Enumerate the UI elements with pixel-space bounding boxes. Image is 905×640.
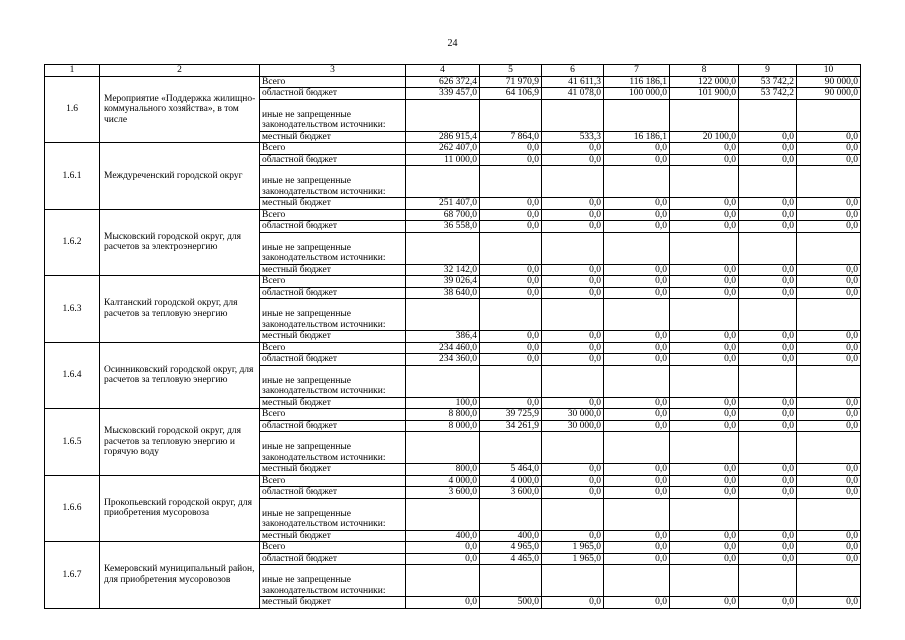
funding-source: иные не запрещенные законодательством источники: bbox=[260, 498, 406, 530]
amount-cell: 41 611,3 bbox=[542, 76, 604, 88]
amount-cell: 0,0 bbox=[739, 397, 797, 409]
empty-cell bbox=[604, 365, 670, 397]
funding-source: Всего bbox=[260, 409, 406, 421]
amount-cell: 16 186,1 bbox=[604, 131, 670, 143]
empty-cell bbox=[480, 299, 542, 331]
empty-cell bbox=[797, 432, 861, 464]
item-code: 1.6.5 bbox=[45, 409, 100, 476]
column-header: 8 bbox=[670, 65, 739, 77]
amount-cell: 0,0 bbox=[542, 221, 604, 233]
amount-cell: 71 970,9 bbox=[480, 76, 542, 88]
amount-cell: 0,0 bbox=[542, 331, 604, 343]
funding-source: Всего bbox=[260, 475, 406, 487]
amount-cell: 0,0 bbox=[604, 420, 670, 432]
amount-cell: 0,0 bbox=[739, 354, 797, 366]
funding-source: местный бюджет bbox=[260, 530, 406, 542]
funding-source: местный бюджет bbox=[260, 397, 406, 409]
funding-source: областной бюджет bbox=[260, 553, 406, 565]
funding-source: иные не запрещенные законодательством источники: bbox=[260, 166, 406, 198]
amount-cell: 800,0 bbox=[406, 464, 480, 476]
empty-cell bbox=[480, 365, 542, 397]
amount-cell: 0,0 bbox=[480, 198, 542, 210]
amount-cell: 251 407,0 bbox=[406, 198, 480, 210]
amount-cell: 0,0 bbox=[604, 331, 670, 343]
amount-cell: 0,0 bbox=[739, 198, 797, 210]
amount-cell: 36 558,0 bbox=[406, 221, 480, 233]
amount-cell: 0,0 bbox=[739, 530, 797, 542]
amount-cell: 53 742,2 bbox=[739, 88, 797, 100]
funding-source: местный бюджет bbox=[260, 464, 406, 476]
empty-cell bbox=[670, 232, 739, 264]
amount-cell: 0,0 bbox=[604, 198, 670, 210]
amount-cell: 0,0 bbox=[670, 597, 739, 609]
amount-cell: 0,0 bbox=[542, 354, 604, 366]
funding-source: областной бюджет bbox=[260, 287, 406, 299]
amount-cell: 0,0 bbox=[797, 487, 861, 499]
item-name: Мысковский городской округ, для расчетов за электроэнергию bbox=[100, 209, 260, 276]
column-header: 9 bbox=[739, 65, 797, 77]
empty-cell bbox=[604, 432, 670, 464]
funding-source: иные не запрещенные законодательством источники: bbox=[260, 365, 406, 397]
amount-cell: 500,0 bbox=[480, 597, 542, 609]
amount-cell: 116 186,1 bbox=[604, 76, 670, 88]
amount-cell: 0,0 bbox=[542, 597, 604, 609]
amount-cell: 0,0 bbox=[739, 487, 797, 499]
amount-cell: 0,0 bbox=[670, 331, 739, 343]
amount-cell: 0,0 bbox=[604, 464, 670, 476]
amount-cell: 626 372,4 bbox=[406, 76, 480, 88]
amount-cell: 0,0 bbox=[797, 209, 861, 221]
funding-source: Всего bbox=[260, 542, 406, 554]
amount-cell: 1 965,0 bbox=[542, 542, 604, 554]
amount-cell: 0,0 bbox=[797, 420, 861, 432]
empty-cell bbox=[739, 99, 797, 131]
empty-cell bbox=[604, 565, 670, 597]
funding-source: иные не запрещенные законодательством источники: bbox=[260, 565, 406, 597]
amount-cell: 339 457,0 bbox=[406, 88, 480, 100]
amount-cell: 64 106,9 bbox=[480, 88, 542, 100]
amount-cell: 0,0 bbox=[797, 354, 861, 366]
funding-source: местный бюджет bbox=[260, 331, 406, 343]
amount-cell: 20 100,0 bbox=[670, 131, 739, 143]
amount-cell: 0,0 bbox=[739, 143, 797, 155]
item-code: 1.6 bbox=[45, 76, 100, 143]
amount-cell: 0,0 bbox=[739, 597, 797, 609]
funding-source: иные не запрещенные законодательством источники: bbox=[260, 432, 406, 464]
amount-cell: 101 900,0 bbox=[670, 88, 739, 100]
column-header: 6 bbox=[542, 65, 604, 77]
amount-cell: 0,0 bbox=[797, 597, 861, 609]
table-row bbox=[45, 342, 861, 354]
amount-cell: 0,0 bbox=[739, 409, 797, 421]
amount-cell: 0,0 bbox=[670, 276, 739, 288]
amount-cell: 0,0 bbox=[480, 397, 542, 409]
amount-cell: 400,0 bbox=[480, 530, 542, 542]
empty-cell bbox=[604, 498, 670, 530]
amount-cell: 30 000,0 bbox=[542, 409, 604, 421]
amount-cell: 0,0 bbox=[797, 542, 861, 554]
amount-cell: 0,0 bbox=[670, 530, 739, 542]
empty-cell bbox=[406, 232, 480, 264]
empty-cell bbox=[797, 565, 861, 597]
amount-cell: 0,0 bbox=[542, 143, 604, 155]
amount-cell: 0,0 bbox=[406, 553, 480, 565]
amount-cell: 39 026,4 bbox=[406, 276, 480, 288]
amount-cell: 0,0 bbox=[797, 131, 861, 143]
amount-cell: 3 600,0 bbox=[406, 487, 480, 499]
table-row bbox=[45, 143, 861, 155]
amount-cell: 4 465,0 bbox=[480, 553, 542, 565]
empty-cell bbox=[670, 432, 739, 464]
amount-cell: 0,0 bbox=[797, 342, 861, 354]
amount-cell: 0,0 bbox=[542, 264, 604, 276]
empty-cell bbox=[542, 365, 604, 397]
empty-cell bbox=[480, 498, 542, 530]
amount-cell: 0,0 bbox=[604, 542, 670, 554]
amount-cell: 4 000,0 bbox=[480, 475, 542, 487]
amount-cell: 0,0 bbox=[604, 276, 670, 288]
amount-cell: 0,0 bbox=[480, 221, 542, 233]
empty-cell bbox=[670, 365, 739, 397]
amount-cell: 0,0 bbox=[670, 420, 739, 432]
amount-cell: 4 965,0 bbox=[480, 542, 542, 554]
item-code: 1.6.7 bbox=[45, 542, 100, 609]
table-row bbox=[45, 76, 861, 88]
empty-cell bbox=[406, 365, 480, 397]
empty-cell bbox=[480, 232, 542, 264]
amount-cell: 0,0 bbox=[739, 154, 797, 166]
empty-cell bbox=[797, 99, 861, 131]
item-code: 1.6.6 bbox=[45, 475, 100, 542]
empty-cell bbox=[604, 232, 670, 264]
amount-cell: 0,0 bbox=[480, 154, 542, 166]
amount-cell: 0,0 bbox=[604, 221, 670, 233]
amount-cell: 90 000,0 bbox=[797, 76, 861, 88]
amount-cell: 0,0 bbox=[739, 287, 797, 299]
amount-cell: 53 742,2 bbox=[739, 76, 797, 88]
amount-cell: 0,0 bbox=[797, 264, 861, 276]
funding-source: местный бюджет bbox=[260, 597, 406, 609]
empty-cell bbox=[670, 99, 739, 131]
amount-cell: 0,0 bbox=[797, 331, 861, 343]
amount-cell: 0,0 bbox=[604, 287, 670, 299]
amount-cell: 0,0 bbox=[604, 530, 670, 542]
empty-cell bbox=[670, 565, 739, 597]
amount-cell: 0,0 bbox=[604, 409, 670, 421]
amount-cell: 0,0 bbox=[797, 464, 861, 476]
funding-source: Всего bbox=[260, 342, 406, 354]
funding-source: областной бюджет bbox=[260, 88, 406, 100]
amount-cell: 0,0 bbox=[739, 420, 797, 432]
amount-cell: 0,0 bbox=[604, 209, 670, 221]
amount-cell: 0,0 bbox=[797, 287, 861, 299]
funding-source: Всего bbox=[260, 143, 406, 155]
amount-cell: 0,0 bbox=[480, 264, 542, 276]
amount-cell: 32 142,0 bbox=[406, 264, 480, 276]
empty-cell bbox=[406, 432, 480, 464]
item-name: Мысковский городской округ, для расчетов за тепловую энергию и горячую воду bbox=[100, 409, 260, 476]
amount-cell: 234 360,0 bbox=[406, 354, 480, 366]
empty-cell bbox=[797, 232, 861, 264]
empty-cell bbox=[480, 432, 542, 464]
amount-cell: 0,0 bbox=[406, 542, 480, 554]
amount-cell: 0,0 bbox=[670, 342, 739, 354]
amount-cell: 0,0 bbox=[739, 331, 797, 343]
empty-cell bbox=[670, 166, 739, 198]
amount-cell: 0,0 bbox=[797, 409, 861, 421]
column-header: 10 bbox=[797, 65, 861, 77]
amount-cell: 0,0 bbox=[480, 276, 542, 288]
table-body bbox=[45, 65, 861, 609]
amount-cell: 30 000,0 bbox=[542, 420, 604, 432]
amount-cell: 0,0 bbox=[542, 209, 604, 221]
empty-cell bbox=[797, 365, 861, 397]
amount-cell: 0,0 bbox=[604, 354, 670, 366]
amount-cell: 90 000,0 bbox=[797, 88, 861, 100]
amount-cell: 0,0 bbox=[670, 409, 739, 421]
amount-cell: 0,0 bbox=[739, 553, 797, 565]
amount-cell: 0,0 bbox=[670, 487, 739, 499]
amount-cell: 0,0 bbox=[604, 487, 670, 499]
amount-cell: 0,0 bbox=[542, 342, 604, 354]
amount-cell: 0,0 bbox=[670, 143, 739, 155]
amount-cell: 0,0 bbox=[480, 342, 542, 354]
empty-cell bbox=[739, 166, 797, 198]
amount-cell: 0,0 bbox=[670, 198, 739, 210]
amount-cell: 0,0 bbox=[604, 342, 670, 354]
empty-cell bbox=[739, 299, 797, 331]
amount-cell: 0,0 bbox=[542, 397, 604, 409]
funding-source: местный бюджет bbox=[260, 131, 406, 143]
column-header: 3 bbox=[260, 65, 406, 77]
empty-cell bbox=[406, 99, 480, 131]
amount-cell: 0,0 bbox=[670, 287, 739, 299]
amount-cell: 0,0 bbox=[670, 542, 739, 554]
amount-cell: 0,0 bbox=[797, 530, 861, 542]
amount-cell: 3 600,0 bbox=[480, 487, 542, 499]
amount-cell: 0,0 bbox=[739, 209, 797, 221]
amount-cell: 0,0 bbox=[739, 475, 797, 487]
item-name: Мероприятие «Поддержка жилищно-коммунального хозяйства», в том числе bbox=[100, 76, 260, 143]
empty-cell bbox=[480, 99, 542, 131]
amount-cell: 0,0 bbox=[797, 198, 861, 210]
empty-cell bbox=[604, 166, 670, 198]
funding-source: областной бюджет bbox=[260, 221, 406, 233]
amount-cell: 38 640,0 bbox=[406, 287, 480, 299]
amount-cell: 5 464,0 bbox=[480, 464, 542, 476]
column-header: 7 bbox=[604, 65, 670, 77]
amount-cell: 7 864,0 bbox=[480, 131, 542, 143]
amount-cell: 41 078,0 bbox=[542, 88, 604, 100]
amount-cell: 100 000,0 bbox=[604, 88, 670, 100]
amount-cell: 8 800,0 bbox=[406, 409, 480, 421]
empty-cell bbox=[739, 432, 797, 464]
amount-cell: 0,0 bbox=[797, 276, 861, 288]
item-name: Прокопьевский городской округ, для приобретения мусоровоза bbox=[100, 475, 260, 542]
table-row bbox=[45, 209, 861, 221]
amount-cell: 0,0 bbox=[542, 487, 604, 499]
amount-cell: 0,0 bbox=[670, 475, 739, 487]
amount-cell: 0,0 bbox=[739, 264, 797, 276]
amount-cell: 0,0 bbox=[542, 287, 604, 299]
empty-cell bbox=[739, 498, 797, 530]
empty-cell bbox=[797, 299, 861, 331]
empty-cell bbox=[542, 99, 604, 131]
empty-cell bbox=[739, 365, 797, 397]
empty-cell bbox=[542, 166, 604, 198]
amount-cell: 286 915,4 bbox=[406, 131, 480, 143]
amount-cell: 0,0 bbox=[670, 209, 739, 221]
amount-cell: 0,0 bbox=[797, 154, 861, 166]
amount-cell: 0,0 bbox=[604, 143, 670, 155]
item-name: Осинниковский городской округ, для расчетов за тепловую энергию bbox=[100, 342, 260, 409]
amount-cell: 0,0 bbox=[670, 464, 739, 476]
amount-cell: 0,0 bbox=[542, 276, 604, 288]
amount-cell: 0,0 bbox=[480, 354, 542, 366]
amount-cell: 0,0 bbox=[797, 397, 861, 409]
table-row bbox=[45, 542, 861, 554]
amount-cell: 262 407,0 bbox=[406, 143, 480, 155]
amount-cell: 122 000,0 bbox=[670, 76, 739, 88]
empty-cell bbox=[480, 166, 542, 198]
column-header: 4 bbox=[406, 65, 480, 77]
amount-cell: 0,0 bbox=[670, 553, 739, 565]
amount-cell: 0,0 bbox=[604, 597, 670, 609]
amount-cell: 0,0 bbox=[797, 553, 861, 565]
empty-cell bbox=[542, 232, 604, 264]
table-row bbox=[45, 276, 861, 288]
amount-cell: 0,0 bbox=[670, 354, 739, 366]
empty-cell bbox=[542, 565, 604, 597]
amount-cell: 39 725,9 bbox=[480, 409, 542, 421]
amount-cell: 0,0 bbox=[406, 597, 480, 609]
empty-cell bbox=[480, 565, 542, 597]
amount-cell: 0,0 bbox=[604, 154, 670, 166]
amount-cell: 0,0 bbox=[480, 209, 542, 221]
funding-source: Всего bbox=[260, 209, 406, 221]
empty-cell bbox=[542, 432, 604, 464]
amount-cell: 0,0 bbox=[670, 397, 739, 409]
amount-cell: 0,0 bbox=[739, 464, 797, 476]
empty-cell bbox=[406, 166, 480, 198]
column-header: 1 bbox=[45, 65, 100, 77]
budget-table bbox=[44, 64, 861, 609]
amount-cell: 0,0 bbox=[739, 342, 797, 354]
amount-cell: 0,0 bbox=[670, 221, 739, 233]
funding-source: иные не запрещенные законодательством источники: bbox=[260, 99, 406, 131]
amount-cell: 4 000,0 bbox=[406, 475, 480, 487]
amount-cell: 0,0 bbox=[480, 331, 542, 343]
empty-cell bbox=[542, 299, 604, 331]
funding-source: иные не запрещенные законодательством источники: bbox=[260, 232, 406, 264]
funding-source: Всего bbox=[260, 276, 406, 288]
amount-cell: 0,0 bbox=[542, 530, 604, 542]
amount-cell: 34 261,9 bbox=[480, 420, 542, 432]
amount-cell: 400,0 bbox=[406, 530, 480, 542]
amount-cell: 0,0 bbox=[797, 221, 861, 233]
amount-cell: 8 000,0 bbox=[406, 420, 480, 432]
funding-source: областной бюджет bbox=[260, 487, 406, 499]
empty-cell bbox=[739, 232, 797, 264]
funding-source: областной бюджет bbox=[260, 154, 406, 166]
empty-cell bbox=[406, 299, 480, 331]
funding-source: местный бюджет bbox=[260, 264, 406, 276]
item-name: Междуреченский городской округ bbox=[100, 143, 260, 210]
item-code: 1.6.3 bbox=[45, 276, 100, 343]
amount-cell: 0,0 bbox=[670, 154, 739, 166]
amount-cell: 0,0 bbox=[480, 143, 542, 155]
amount-cell: 0,0 bbox=[739, 542, 797, 554]
amount-cell: 0,0 bbox=[604, 397, 670, 409]
amount-cell: 0,0 bbox=[542, 198, 604, 210]
amount-cell: 0,0 bbox=[480, 287, 542, 299]
amount-cell: 533,3 bbox=[542, 131, 604, 143]
amount-cell: 0,0 bbox=[542, 154, 604, 166]
funding-source: Всего bbox=[260, 76, 406, 88]
empty-cell bbox=[604, 99, 670, 131]
header-row bbox=[45, 65, 861, 77]
empty-cell bbox=[406, 498, 480, 530]
page-number: 24 bbox=[447, 38, 458, 49]
empty-cell bbox=[604, 299, 670, 331]
amount-cell: 0,0 bbox=[739, 276, 797, 288]
empty-cell bbox=[739, 565, 797, 597]
funding-source: областной бюджет bbox=[260, 420, 406, 432]
column-header: 5 bbox=[480, 65, 542, 77]
empty-cell bbox=[797, 498, 861, 530]
amount-cell: 0,0 bbox=[604, 553, 670, 565]
amount-cell: 234 460,0 bbox=[406, 342, 480, 354]
funding-source: областной бюджет bbox=[260, 354, 406, 366]
amount-cell: 100,0 bbox=[406, 397, 480, 409]
amount-cell: 1 965,0 bbox=[542, 553, 604, 565]
funding-source: иные не запрещенные законодательством источники: bbox=[260, 299, 406, 331]
amount-cell: 0,0 bbox=[542, 464, 604, 476]
table-row bbox=[45, 475, 861, 487]
item-code: 1.6.4 bbox=[45, 342, 100, 409]
empty-cell bbox=[542, 498, 604, 530]
amount-cell: 0,0 bbox=[604, 475, 670, 487]
funding-source: местный бюджет bbox=[260, 198, 406, 210]
item-code: 1.6.2 bbox=[45, 209, 100, 276]
amount-cell: 0,0 bbox=[739, 221, 797, 233]
empty-cell bbox=[670, 299, 739, 331]
amount-cell: 11 000,0 bbox=[406, 154, 480, 166]
item-name: Калтанский городской округ, для расчетов за тепловую энергию bbox=[100, 276, 260, 343]
empty-cell bbox=[670, 498, 739, 530]
amount-cell: 0,0 bbox=[797, 143, 861, 155]
amount-cell: 386,4 bbox=[406, 331, 480, 343]
amount-cell: 0,0 bbox=[604, 264, 670, 276]
empty-cell bbox=[797, 166, 861, 198]
amount-cell: 0,0 bbox=[670, 264, 739, 276]
column-header: 2 bbox=[100, 65, 260, 77]
item-name: Кемеровский муниципальный район, для приобретения мусоровозов bbox=[100, 542, 260, 609]
amount-cell: 68 700,0 bbox=[406, 209, 480, 221]
amount-cell: 0,0 bbox=[542, 475, 604, 487]
table-row bbox=[45, 409, 861, 421]
empty-cell bbox=[406, 565, 480, 597]
amount-cell: 0,0 bbox=[739, 131, 797, 143]
amount-cell: 0,0 bbox=[797, 475, 861, 487]
item-code: 1.6.1 bbox=[45, 143, 100, 210]
